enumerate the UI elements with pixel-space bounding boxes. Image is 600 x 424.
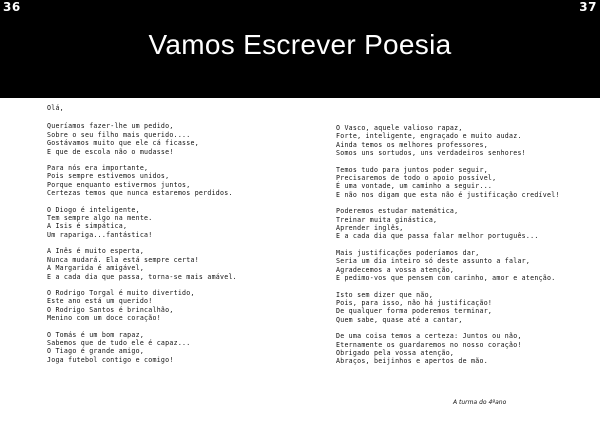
right-stanzas: [336, 124, 581, 366]
poem-line: Certezas temos que nunca estaremos perdidos.: [47, 189, 233, 198]
stanza: [47, 164, 287, 198]
poem-line: Seria um dia inteiro só deste assunto a falar,: [336, 257, 531, 266]
stanza: [336, 166, 581, 200]
stanza: [336, 332, 581, 366]
stanza: [47, 331, 287, 365]
page-header: [0, 0, 600, 98]
poem-line: É uma vontade, um caminho a seguir...: [336, 182, 493, 191]
poem-line: O Tiago é grande amigo,: [47, 347, 145, 356]
poem-line: Queríamos fazer-lhe um pedido,: [47, 122, 174, 131]
poem-line: Quem sabe, quase até a cantar,: [336, 315, 463, 324]
poem-line: O Vasco, aquele valioso rapaz,: [336, 124, 463, 132]
poem-line: E pedimo-vos que pensem com carinho, amor e atenção.: [336, 274, 556, 283]
stanza: [336, 124, 581, 158]
poem-line: Poderemos estudar matemática,: [336, 207, 459, 216]
poem-line: Um rapariga...fantástica!: [47, 230, 153, 239]
stanza: [336, 291, 581, 325]
poem-line: O Diogo é inteligente,: [47, 205, 140, 214]
left-page-number: 36: [3, 0, 21, 14]
poem-line: Agradecemos a vossa atenção,: [336, 265, 455, 274]
poem-line: Pois, para isso, não há justificação!: [336, 298, 493, 307]
poem-line: A Isis é simpática,: [47, 222, 128, 231]
poem-line: Este ano está um querido!: [47, 297, 153, 306]
poem-line: Menino com um doce coração!: [47, 314, 161, 323]
poem-line: Precisaremos de todo o apoio possível,: [336, 174, 497, 183]
stanza: [47, 289, 287, 323]
poem-line: A Margarida é amigável,: [47, 264, 145, 273]
poem-line: Gostávamos muito que ele cá ficasse,: [47, 139, 199, 148]
poem-line: A Inês é muito esperta,: [47, 247, 145, 256]
poem-line: Sabemos que de tudo ele é capaz...: [47, 338, 191, 347]
poem-line: Temos tudo para juntos poder seguir,: [336, 165, 488, 174]
poem-line: Isto sem dizer que não,: [336, 290, 434, 299]
poem-line: Obrigado pela vossa atenção,: [336, 348, 455, 357]
poem-line: Mais justificações poderíamos dar,: [336, 248, 480, 257]
poem-line: Joga futebol contigo e comigo!: [47, 355, 174, 364]
poem-left-column: [47, 104, 287, 372]
poem-line: Pois sempre estivemos unidos,: [47, 172, 170, 181]
poem-line: O Tomás é um bom rapaz,: [47, 330, 145, 339]
poem-line: De qualquer forma poderemos terminar,: [336, 307, 493, 316]
stanza: [47, 122, 287, 156]
poem-line: Treinar muita ginástica,: [336, 215, 438, 224]
poem-line: Eternamente os guardaremos no nosso coração!: [336, 340, 522, 349]
poem-line: Porque enquanto estivermos juntos,: [47, 180, 191, 189]
poem-line: De uma coisa temos a certeza: Juntos ou não,: [336, 332, 522, 341]
stanza: [336, 207, 581, 241]
poem-right-column: [336, 124, 581, 374]
stanza: [47, 206, 287, 240]
poem-line: Ainda temos os melhores professores,: [336, 140, 488, 149]
stanza: [47, 247, 287, 281]
poem-line: E a cada dia que passa, torna-se mais amável.: [47, 272, 237, 281]
poem-line: Tem sempre algo na mente.: [47, 214, 153, 223]
page-title: Vamos Escrever Poesia: [148, 29, 452, 60]
poem-line: Aprender inglês,: [336, 224, 404, 233]
poem-line: E a cada dia que passa falar melhor português...: [336, 232, 539, 241]
poem-line: Para nós era importante,: [47, 164, 149, 173]
poem-line: Abraços, beijinhos e apertos de mão.: [336, 357, 488, 366]
signature: A turma do 4ºano: [453, 399, 507, 406]
poem-line: Forte, inteligente, engraçado e muito audaz.: [336, 132, 522, 141]
poem-line: E que de escola não o mudasse!: [47, 147, 174, 156]
poem-line: E não nos digam que esta não é justificação credível!: [336, 190, 560, 199]
poem-greeting: Olá,: [47, 104, 64, 112]
poem-line: O Rodrigo Santos é brincalhão,: [47, 305, 174, 314]
right-page-number: 37: [579, 0, 597, 14]
left-stanzas: [47, 122, 287, 364]
poem-line: Nunca mudará. Ela está sempre certa!: [47, 255, 199, 264]
poem-line: Somos uns sortudos, uns verdadeiros senhores!: [336, 149, 526, 158]
stanza: [336, 249, 581, 283]
poem-line: Sobre o seu filho mais querido....: [47, 130, 191, 139]
poem-line: O Rodrigo Torgal é muito divertido,: [47, 288, 195, 297]
